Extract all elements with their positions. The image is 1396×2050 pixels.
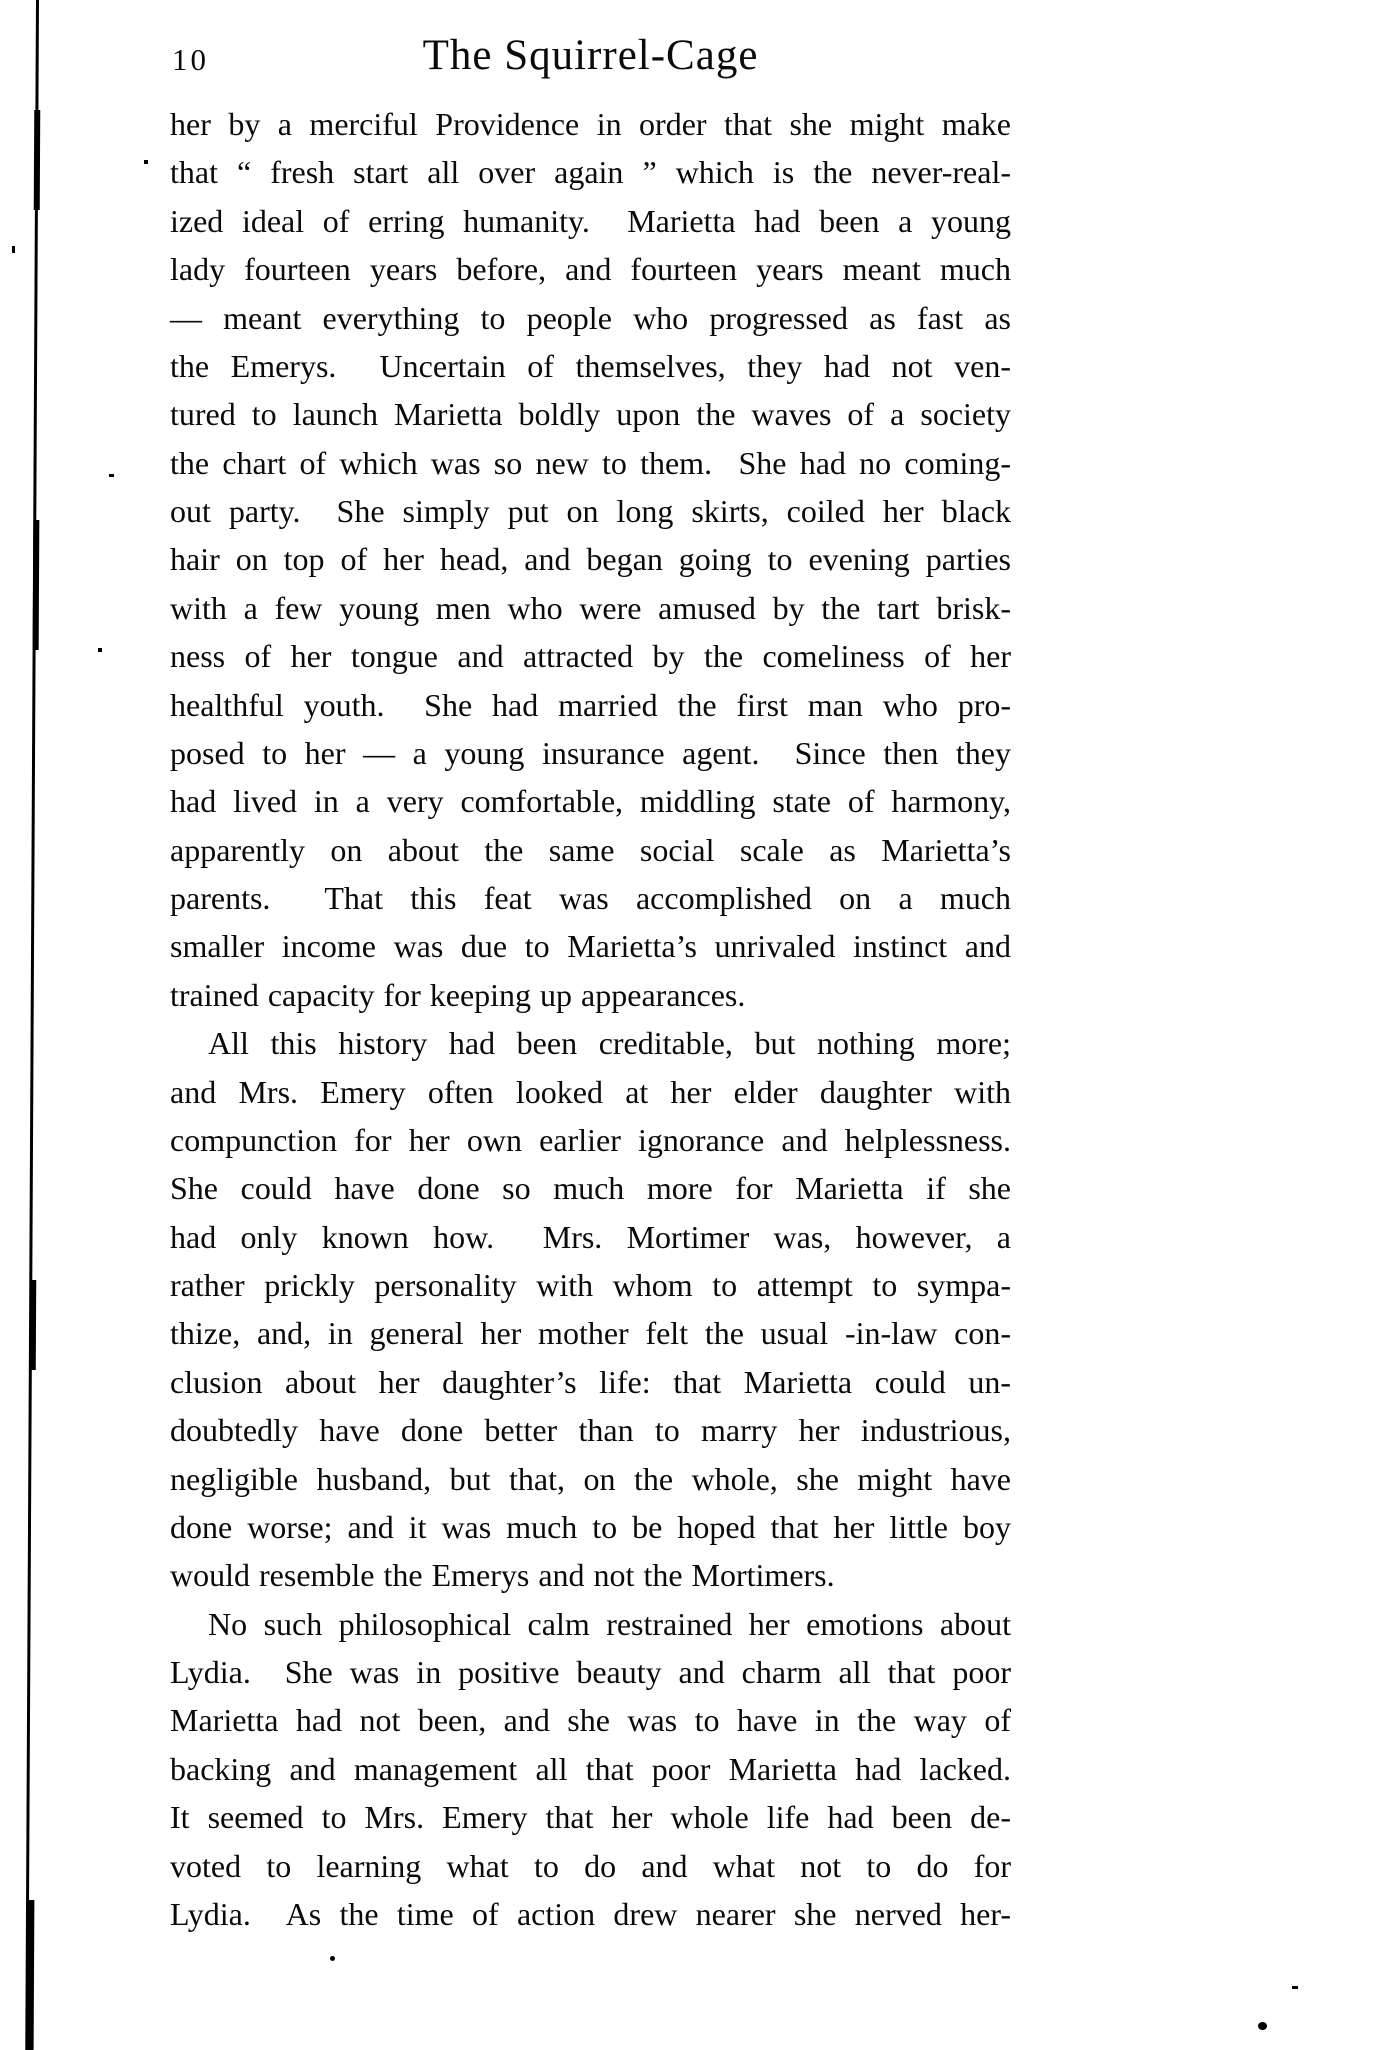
text-line: out party. She simply put on long skirts, coiled her black <box>170 493 1011 529</box>
text-line: compunction for her own earlier ignorance and helplessness. <box>170 1121 1011 1158</box>
text-line: rather prickly personality with whom to attempt to sympa- <box>170 1267 1011 1303</box>
ink-speck <box>1292 1986 1298 1989</box>
ink-speck <box>109 474 114 477</box>
text-line: ized ideal of erring humanity. Marietta had been a young <box>170 202 1011 239</box>
text-line: hair on top of her head, and began going to evening parties <box>170 541 1011 578</box>
scan-gutter-blob <box>30 1280 36 1370</box>
scan-gutter-blob <box>33 520 40 650</box>
text-line: her by a merciful Providence in order that she might make <box>170 106 1011 142</box>
text-line: All this history had been creditable, but nothing more; <box>208 1025 1011 1062</box>
text-line: No such philosophical calm restrained her emotions about <box>208 1605 1011 1642</box>
text-line: Marietta had not been, and she was to have in the way of <box>170 1702 1011 1739</box>
text-line: doubtedly have done better than to marry her industrious, <box>170 1412 1011 1449</box>
text-line: tured to launch Marietta boldly upon the waves of a society <box>170 396 1011 433</box>
text-line: lady fourteen years before, and fourteen years meant much <box>170 251 1011 288</box>
text-line: the Emerys. Uncertain of themselves, they had not ven- <box>170 347 1011 384</box>
body-text <box>170 100 1011 1938</box>
text-line: trained capacity for keeping up appearances. <box>170 976 746 1013</box>
text-line: done worse; and it was much to be hoped that her little boy <box>170 1508 1011 1545</box>
text-line: with a few young men who were amused by the tart brisk- <box>170 589 1011 626</box>
text-line: thize, and, in general her mother felt the usual -in-law con- <box>170 1315 1011 1352</box>
scan-gutter-blob <box>27 1900 35 2050</box>
text-line: the chart of which was so new to them. She had no coming- <box>170 444 1011 481</box>
text-line: parents. That this feat was accomplished on a much <box>170 880 1011 916</box>
text-line: Lydia. She was in positive beauty and charm all that poor <box>170 1654 1011 1690</box>
ink-speck <box>1258 2022 1267 2030</box>
ink-speck <box>12 246 15 253</box>
text-line: would resemble the Emerys and not the Mortimers. <box>170 1557 835 1594</box>
text-line: smaller income was due to Marietta’s unrivaled instinct and <box>170 928 1011 965</box>
text-line: backing and management all that poor Marietta had lacked. <box>170 1750 1011 1787</box>
text-line: had only known how. Mrs. Mortimer was, however, a <box>170 1218 1011 1255</box>
ink-speck <box>98 648 102 652</box>
text-line: negligible husband, but that, on the whole, she might have <box>170 1460 1011 1497</box>
text-line: voted to learning what to do and what not to do for <box>170 1847 1011 1884</box>
scan-gutter-line <box>25 0 39 2050</box>
text-line: ness of her tongue and attracted by the comeliness of her <box>170 638 1011 675</box>
text-line: posed to her — a young insurance agent. Since then they <box>170 734 1011 771</box>
text-line: It seemed to Mrs. Emery that her whole life had been de- <box>170 1799 1011 1836</box>
ink-speck <box>144 160 148 164</box>
page-number: 10 <box>172 42 209 77</box>
ink-speck <box>330 1956 335 1961</box>
text-line: Lydia. As the time of action drew nearer she nerved her- <box>170 1895 1011 1932</box>
text-line: healthful youth. She had married the first man who pro- <box>170 686 1011 723</box>
text-line: had lived in a very comfortable, middling state of harmony, <box>170 783 1011 820</box>
text-line: — meant everything to people who progressed as fast as <box>170 299 1011 336</box>
text-line: that “ fresh start all over again ” which is the never-real- <box>170 154 1011 191</box>
text-line: and Mrs. Emery often looked at her elder daughter with <box>170 1073 1011 1110</box>
text-line: apparently on about the same social scale as Marietta’s <box>170 831 1011 868</box>
page-title: The Squirrel-Cage <box>422 32 759 79</box>
scan-gutter-blob <box>34 110 41 210</box>
running-header <box>170 0 1011 95</box>
text-line: She could have done so much more for Marietta if she <box>170 1170 1011 1207</box>
text-line: clusion about her daughter’s life: that Marietta could un- <box>170 1363 1011 1400</box>
